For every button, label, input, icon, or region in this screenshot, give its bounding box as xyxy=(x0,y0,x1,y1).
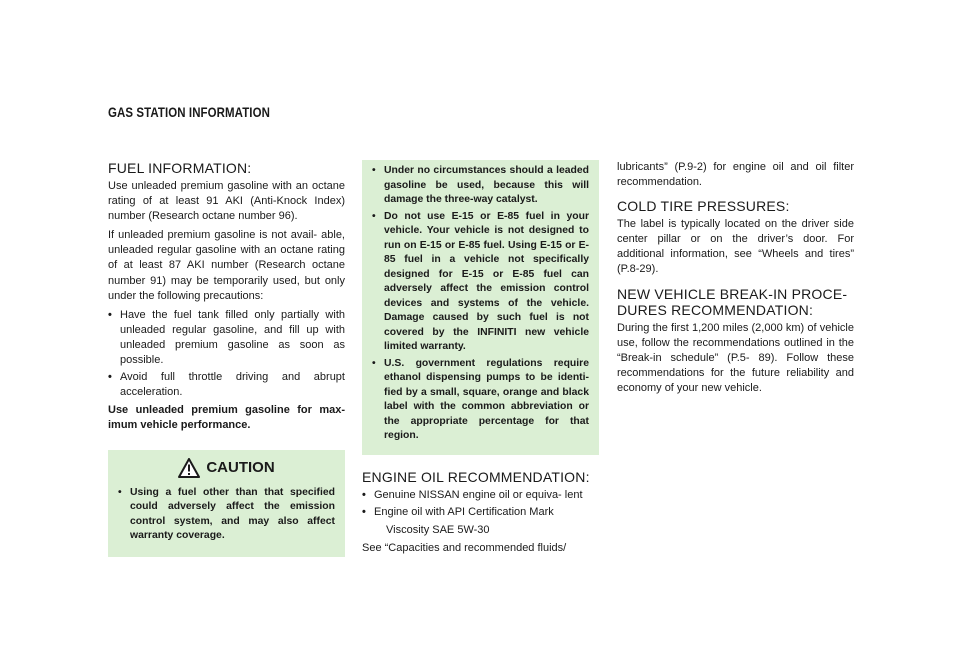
caution-box xyxy=(108,450,345,557)
caution-header xyxy=(118,458,335,478)
list-item: • Under no circumstances should a leaded gasoline be used, because this will damage the three-way catalyst. xyxy=(372,164,589,208)
warning-triangle-icon xyxy=(178,458,200,478)
engine-oil-see-reference-continued: lubricants” (P.9-2) for engine oil and oil filter recommendation. xyxy=(617,161,854,189)
engine-oil-see-reference: See “Capacities and recommended fluids/ xyxy=(362,541,567,554)
page-title: GAS STATION INFORMATION xyxy=(108,104,270,120)
list-item: • Using a fuel other than that specified could adversely affect the emission control system, and may also affect warranty coverage. xyxy=(118,486,335,544)
cold-tire-pressures-heading: COLD TIRE PRESSURES: xyxy=(617,198,790,215)
list-item: • U.S. government regulations require ethanol dispensing pumps to be identi- fied by a small, square, orange and black label with the common abbreviation or the appropriate percentage for that region. xyxy=(372,357,589,444)
viscosity-line: Viscosity SAE 5W-30 xyxy=(386,523,490,536)
list-item: • Genuine NISSAN engine oil or equiva- lent xyxy=(362,488,599,503)
engine-oil-list xyxy=(362,488,599,520)
column-right xyxy=(617,160,854,400)
column-left xyxy=(108,160,345,557)
list-item: • Engine oil with API Certification Mark xyxy=(362,505,599,520)
list-item: • Have the fuel tank filled only partially with unleaded regular gasoline, and fill up with unleaded premium gasoline as soon as possible. xyxy=(108,308,345,368)
break-in-heading: NEW VEHICLE BREAK-IN PROCE- DURES RECOMMENDATION: xyxy=(617,285,848,318)
fuel-precautions-list xyxy=(108,308,345,401)
engine-oil-heading: ENGINE OIL RECOMMENDATION: xyxy=(362,468,590,485)
list-item: • Do not use E-15 or E-85 fuel in your vehicle. Your vehicle is not designed to run on E-15 or E-85 fuel. Using E-15 or E- 85 fuel in a vehicle not specifically designed for E-15 or E-85 fuel can adversely affect the emission control devices and systems of the vehicle. Damage caused by such fuel is not covered by the INFINITI new vehicle limited warranty. xyxy=(372,210,589,355)
fuel-bold-note: Use unleaded premium gasoline for max- imum vehicle performance. xyxy=(108,404,345,432)
caution-list xyxy=(118,486,335,544)
fuel-paragraph-2: If unleaded premium gasoline is not avail- able, unleaded regular gasoline with an octane rating of at least 87 AKI number (Research octane number 91) may be temporarily used, but only under the following precautions: xyxy=(108,229,345,302)
fuel-paragraph-1: Use unleaded premium gasoline with an octane rating of at least 91 AKI (Anti-Knock Index) number (Research octane number 96). xyxy=(108,180,345,223)
warning-box xyxy=(362,160,599,455)
list-item: • Avoid full throttle driving and abrupt acceleration. xyxy=(108,370,345,400)
column-middle xyxy=(362,160,599,560)
caution-title: CAUTION xyxy=(206,458,275,476)
break-in-paragraph: During the first 1,200 miles (2,000 km) of vehicle use, follow the recommendations outlined in the “Break-in schedule” (P.5- 89). Follow these recommendations for the future reliability and economy of your new vehicle. xyxy=(617,321,854,394)
fuel-information-heading: FUEL INFORMATION: xyxy=(108,160,252,176)
warning-list xyxy=(372,164,589,444)
tire-paragraph: The label is typically located on the driver side center pillar or on the driver’s door. For additional information, see “Wheels and tires” (P.8-29). xyxy=(617,218,854,276)
